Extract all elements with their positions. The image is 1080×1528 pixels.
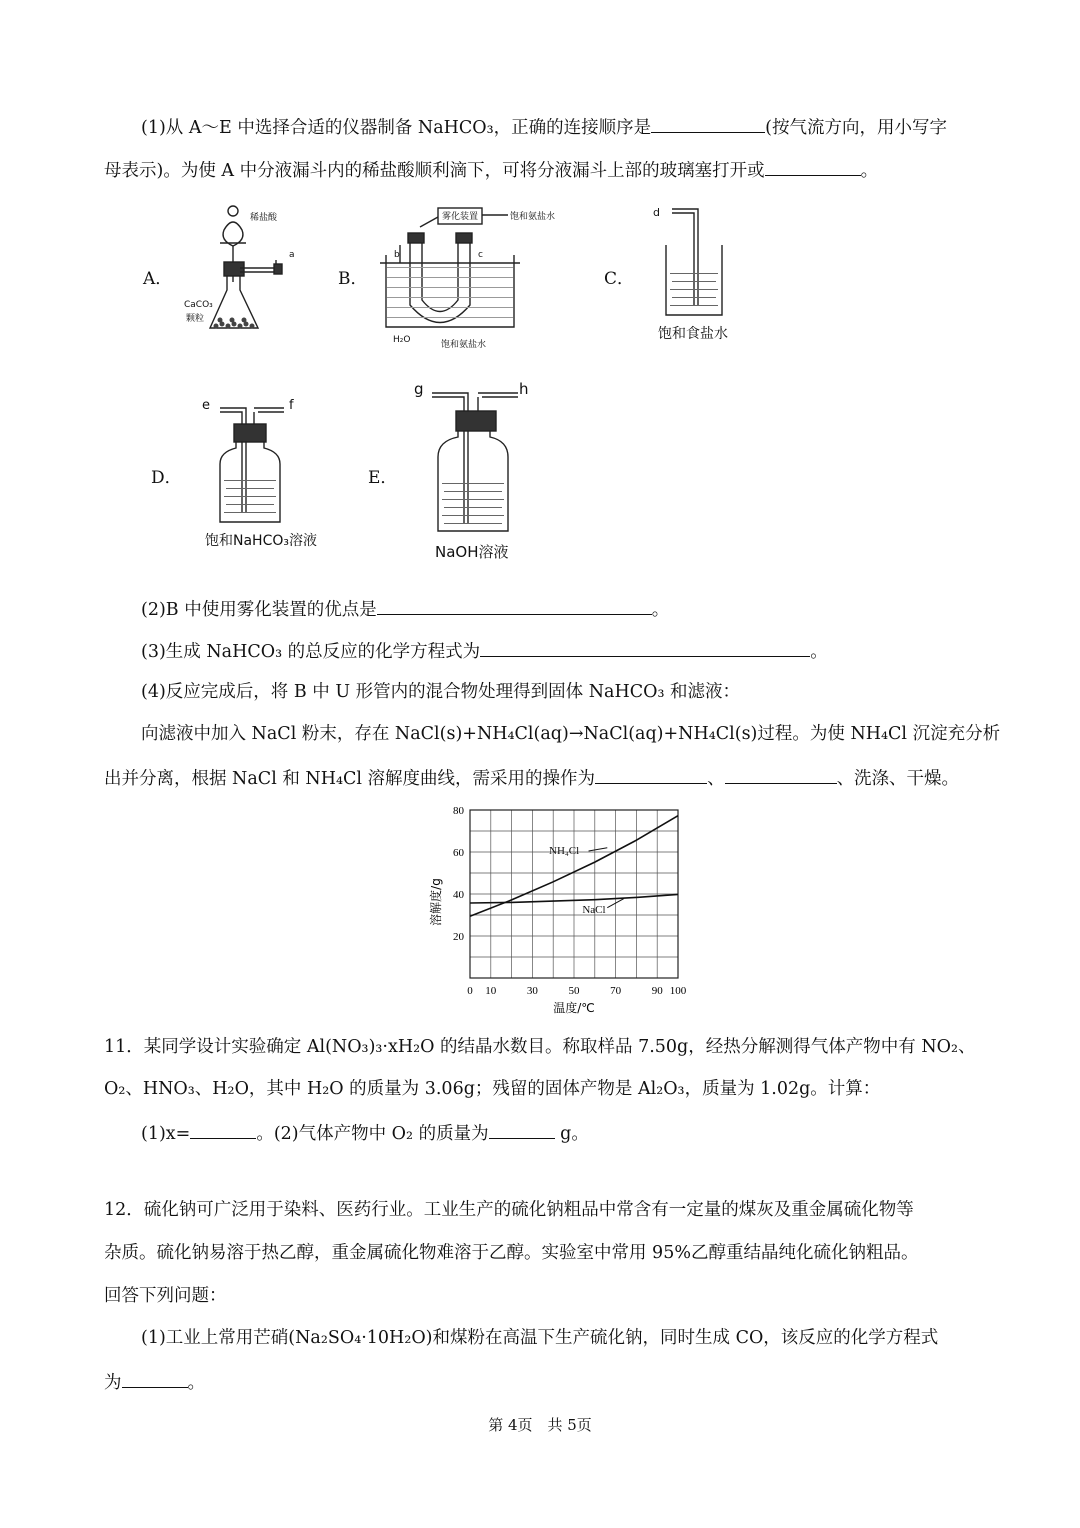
answer-blank[interactable]	[122, 1369, 188, 1388]
q10-part4-line2: 向滤液中加入 NaCl 粉末，存在 NaCl(s)+NH₄Cl(aq)→NaCl(aq)+NH₄Cl(s)过程。为使 NH₄Cl 沉淀充分析	[141, 724, 1001, 744]
apparatus-d-label: D．	[151, 468, 182, 488]
dilute-hcl-label: 稀盐酸	[250, 213, 278, 223]
series-label-nh4cl: NH₄Cl	[549, 845, 580, 858]
port-d-label: d	[653, 206, 660, 219]
q12-line4: (1)工业上常用芒硝(Na₂SO₄·10H₂O)和煤粉在高温下生产硫化钠，同时生成 CO，该反应的化学方程式	[141, 1328, 939, 1348]
x-tick-label: 90	[651, 985, 663, 997]
port-b-label: b	[394, 250, 400, 260]
page-footer: 第 4页 共 5页	[488, 1416, 592, 1434]
q10-part2: (2)B 中使用雾化装置的优点是 。	[141, 596, 669, 622]
port-g-label: g	[414, 380, 424, 398]
apparatus-a-label: A．	[143, 269, 173, 289]
apparatus-b-label: B．	[338, 269, 368, 289]
q12-line3: 回答下列问题：	[104, 1286, 227, 1306]
apparatus-c-label: C．	[604, 269, 635, 289]
q11-line1: 11．某同学设计实验确定 Al(NO₃)₃·xH₂O 的结晶水数目。称取样品 7.50g，经热分解测得气体产物中有 NO₂、	[104, 1037, 976, 1057]
caco3-label: CaCO₃	[184, 300, 213, 310]
y-tick-label: 60	[453, 847, 464, 859]
x-tick-label: 50	[568, 985, 580, 997]
apparatus-b-figure	[380, 205, 520, 335]
x-tick-label: 30	[526, 985, 538, 997]
apparatus-e-figure	[420, 385, 530, 535]
x-tick-label: 70	[610, 985, 622, 997]
q11-line2: O₂、HNO₃、H₂O，其中 H₂O 的质量为 3.06g；残留的固体产物是 Al₂O₃，质量为 1.02g。计算：	[104, 1079, 881, 1099]
q10-part3: (3)生成 NaHCO₃ 的总反应的化学方程式为 。	[141, 638, 828, 664]
x-tick-label: 100	[669, 985, 687, 997]
naoh-caption: NaOH溶液	[435, 543, 509, 561]
y-tick-label: 40	[453, 889, 464, 901]
q12-line2: 杂质。硫化钠易溶于热乙醇，重金属硫化物难溶于乙醇。实验室中常用 95%乙醇重结晶纯化硫化钠粗品。	[104, 1243, 919, 1263]
answer-blank[interactable]	[489, 1120, 555, 1139]
answer-blank[interactable]	[190, 1120, 256, 1139]
answer-blank[interactable]	[725, 765, 837, 784]
y-tick-label: 20	[453, 931, 464, 943]
y-axis-label: 溶解度/g	[429, 878, 443, 926]
q12-line1: 12．硫化钠可广泛用于染料、医药行业。工业生产的硫化钠粗品中常含有一定量的煤灰及重金属硫化物等	[104, 1200, 914, 1220]
port-h-label: h	[519, 380, 529, 398]
q10-part4-line3: 出并分离，根据 NaCl 和 NH₄Cl 溶解度曲线，需采用的操作为 、 、洗涤、干燥。	[104, 765, 959, 791]
saturated-brine-caption: 饱和食盐水	[658, 326, 728, 342]
apparatus-d-figure	[210, 400, 290, 525]
atomizer-label: 雾化装置	[442, 212, 479, 222]
saturated-nahco3-caption: 饱和NaHCO₃溶液	[205, 533, 317, 549]
x-axis-label: 温度/℃	[553, 1001, 595, 1015]
ammonia-brine-top-label: 饱和氨盐水	[510, 212, 556, 222]
x-tick-label: 10	[485, 985, 497, 997]
granule-label: 颗粒	[186, 314, 205, 324]
q10-part1-line2: 母表示)。为使 A 中分液漏斗内的稀盐酸顺利滴下，可将分液漏斗上部的玻璃塞打开或 。	[104, 157, 878, 183]
y-tick-label: 80	[453, 805, 464, 817]
port-a-label: a	[289, 250, 295, 260]
q11-line3: (1)x= 。(2)气体产物中 O₂ 的质量为 g。	[141, 1120, 589, 1146]
q10-part1-line1: (1)从 A～E 中选择合适的仪器制备 NaHCO₃，正确的连接顺序是 (按气流方向，用小写字	[141, 114, 947, 140]
port-c-label: c	[478, 250, 483, 260]
apparatus-c-figure	[660, 205, 730, 320]
water-label: H₂O	[393, 335, 411, 345]
q12-line5: 为 。	[104, 1369, 205, 1395]
port-f-label: f	[289, 398, 294, 413]
q10-part4-line1: (4)反应完成后，将 B 中 U 形管内的混合物处理得到固体 NaHCO₃ 和滤液：	[141, 682, 741, 702]
ammonia-brine-bottom-label: 饱和氨盐水	[441, 340, 487, 350]
x-tick-label: 0	[467, 985, 473, 997]
answer-blank[interactable]	[651, 114, 765, 133]
apparatus-e-label: E．	[368, 468, 398, 488]
port-e-label: e	[202, 398, 210, 413]
answer-blank[interactable]	[480, 638, 810, 657]
solubility-chart	[400, 800, 720, 1025]
series-label-nacl: NaCl	[582, 903, 606, 916]
answer-blank[interactable]	[595, 765, 707, 784]
answer-blank[interactable]	[377, 596, 652, 615]
answer-blank[interactable]	[765, 157, 861, 176]
